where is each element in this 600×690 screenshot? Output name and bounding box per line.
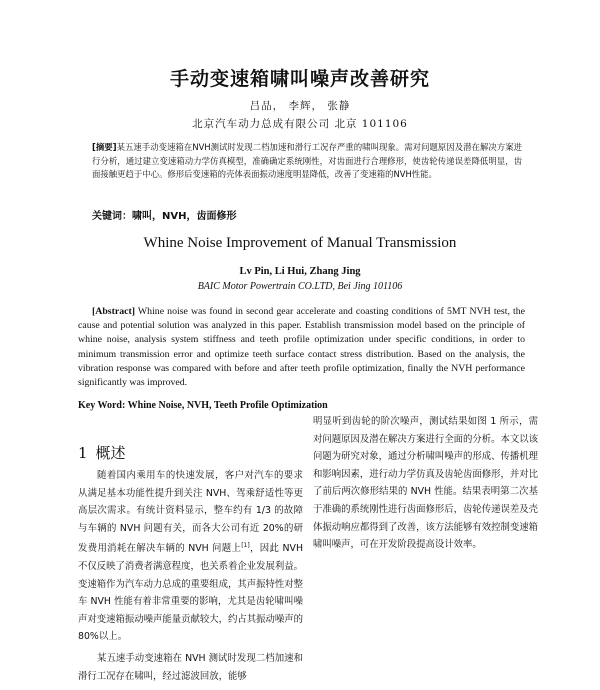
english-abstract [78, 305, 525, 390]
chinese-keywords-label: 关键词： [92, 211, 132, 222]
english-abstract-label: [Abstract] [92, 306, 135, 317]
chinese-authors: 吕品， 李辉， 张静 [249, 100, 351, 112]
chinese-abstract-text: 某五速手动变速箱在NVH测试时发现二档加速和滑行工况存严重的啸叫现象。需对问题原因及潜在解决方案进行分析，通过建立变速箱动力学仿真模型，准确确定系统刚性，对齿面进行合理修形，使齿轮传递误差降低明显，齿面接触更趋于中心。修形后变速箱的壳体表面振动速度明显降低，改善了变速箱的NVH性能。 [92, 142, 522, 180]
section-heading [78, 442, 134, 463]
english-affiliation: BAIC Motor Powertrain CO.LTD, Bei Jing 101106 [197, 281, 403, 292]
right-column [313, 413, 538, 554]
chinese-abstract [92, 141, 522, 182]
para1-part-a: 随着国内乘用车的快速发展，客户对汽车的要求从满足基本功能性提升到关注 NVH、驾乘舒适性等更高层次需求。有统计资料显示，整车约有 1/3 的故障与车辆的 NVH 问题有关，而各大公司有近 20%的研发费用消耗在解决车辆的 NVH 问题上 [78, 470, 303, 555]
english-keywords [78, 400, 525, 411]
left-column [78, 467, 303, 685]
paragraph-2: 某五速手动变速箱在 NVH 测试时发现二档加速和滑行工况存在啸叫，经过滤波回放，能够 [78, 653, 303, 682]
chinese-affiliation: 北京汽车动力总成有限公司 北京 101106 [192, 118, 408, 130]
chinese-keywords-text: 啸叫，NVH，齿面修形 [132, 211, 237, 222]
section-title: 概述 [95, 444, 126, 462]
chinese-abstract-label: [摘要] [92, 142, 117, 152]
paragraph [78, 467, 303, 646]
english-abstract-text: Whine noise was found in second gear accelerate and coasting conditions of 5MT NVH test, the cause and potential solution was analyzed in this paper. Establish transmission model based on the principle of whine noise, analysis system stiffness and teeth profile optimization under specific conditions, in order to minimum transmission error and optimize teeth surface contact stress distribution. Based on the analysis, the vibration response was compared with before and after teeth profile optimization, finally the NVH performance significantly was improved. [78, 306, 525, 389]
english-keywords-label: Key Word: [78, 400, 126, 411]
english-authors: Lv Pin, Li Hui, Zhang Jing [239, 266, 361, 277]
para1-part-b: ，因此 NVH 不仅反映了消费者满意程度，也关系着企业发展利益。变速箱作为汽车动力总成的重要组成，其声振特性对整车 NVH 性能有着非常重要的影响，尤其是齿轮啸叫噪声对变速箱振动噪声能量贡献较大，约占其振动噪声的 80%以上。 [78, 543, 304, 643]
chinese-keywords [92, 207, 522, 222]
english-keywords-text: Whine Noise, NVH, Teeth Profile Optimization [125, 400, 328, 411]
section-number: 1 [78, 444, 88, 462]
english-title: Whine Noise Improvement of Manual Transmission [143, 235, 457, 251]
right-paragraph: 明显听到齿轮的阶次噪声，测试结果如图 1 所示，需对问题原因及潜在解决方案进行全面的分析。本文以该问题为研究对象，通过分析啸叫噪声的形成、传播机理和影响因素，进行动力学仿真及齿轮齿面修形，并对比了前后两次修形结果的 NVH 性能。结果表明第二次基于准确的系统刚性进行齿面修形后，齿轮传递误差及壳体振动响应都得到了改善，该方法能够有效控制变速箱啸叫噪声，可在开发阶段提高设计效率。 [313, 416, 539, 551]
citation-ref: [1] [241, 542, 250, 550]
chinese-title: 手动变速箱啸叫噪声改善研究 [169, 68, 430, 90]
